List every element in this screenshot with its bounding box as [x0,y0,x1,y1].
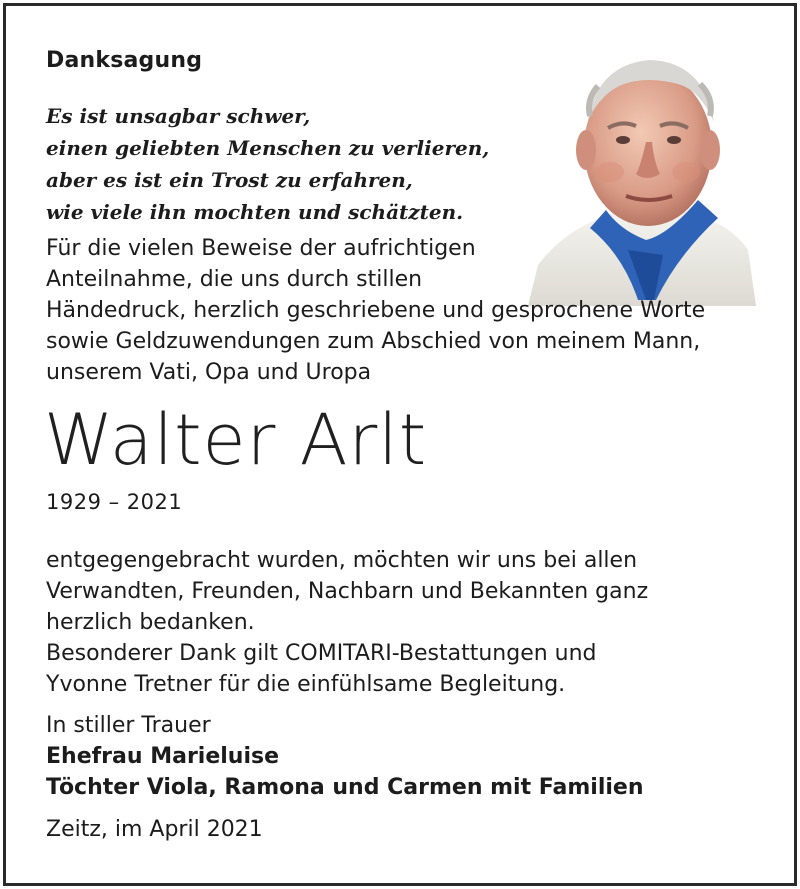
life-dates: 1929 – 2021 [46,490,183,514]
text-line: Yvonne Tretner für die einfühlsame Begleitung. [46,672,566,697]
children-names: Töchter Viola, Ramona und Carmen mit Familien [46,775,644,800]
poem-line: wie viele ihn mochten und schätzten. [46,200,464,224]
poem-line: einen geliebten Menschen zu verlieren, [46,136,490,160]
text-line: Verwandten, Freunden, Nachbarn und Bekannten ganz [46,579,649,604]
thanks-paragraph [46,545,648,700]
poem [46,100,489,228]
place-date: Zeitz, im April 2021 [46,817,263,842]
text-line: sowie Geldzuwendungen zum Abschied von meinem Mann, [46,329,701,354]
text-line: Händedruck, herzlich geschriebene und gesprochene Worte [46,298,706,323]
spouse-name: Ehefrau Marieluise [46,744,280,769]
text-line: entgegengebracht wurden, möchten wir uns bei allen [46,548,638,573]
text-line: herzlich bedanken. [46,610,255,635]
deceased-name: Walter Arlt [44,399,428,481]
mourning-signature [46,710,644,803]
intro-paragraph [46,233,705,388]
text-line: Für die vielen Beweise der aufrichtigen [46,236,476,261]
heading: Danksagung [46,48,203,73]
mourning-label: In stiller Trauer [46,713,211,738]
text-line: Anteilnahme, die uns durch stillen [46,267,423,292]
text-line: unserem Vati, Opa und Uropa [46,360,372,385]
text-line: Besonderer Dank gilt COMITARI-Bestattungen und [46,641,597,666]
poem-line: aber es ist ein Trost zu erfahren, [46,168,413,192]
poem-line: Es ist unsagbar schwer, [46,104,311,128]
